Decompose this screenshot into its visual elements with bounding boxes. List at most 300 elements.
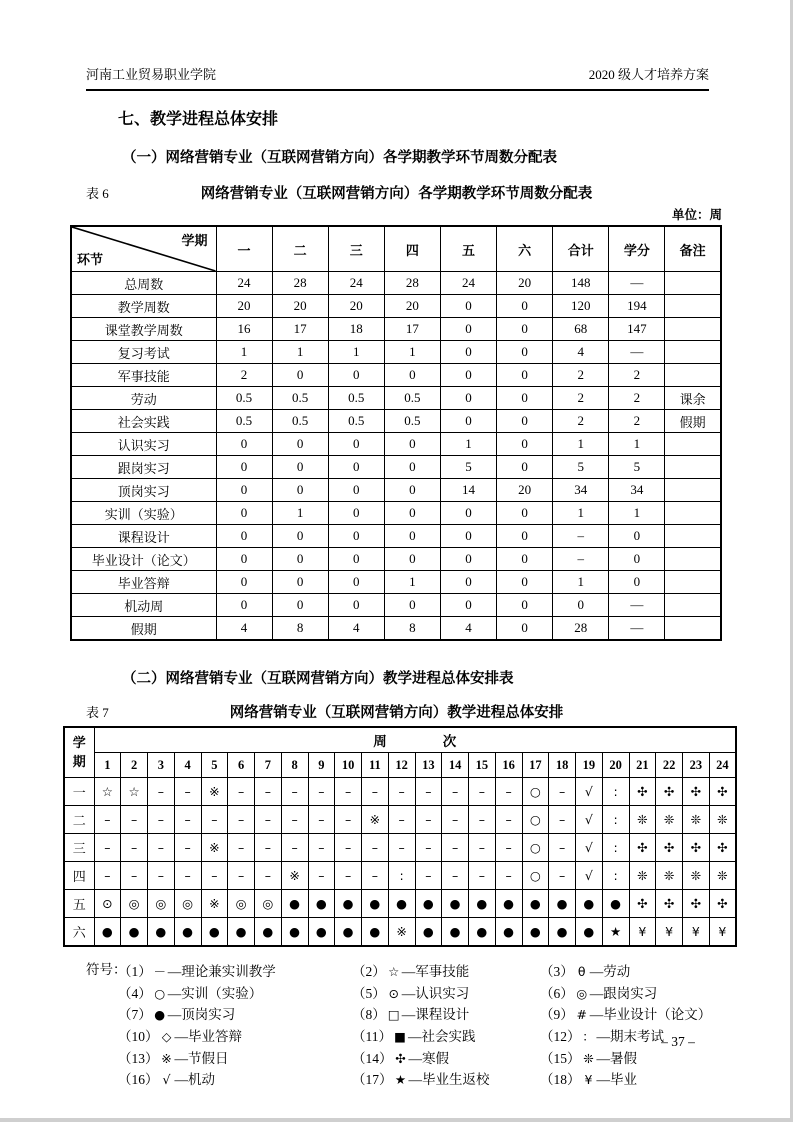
- legend-item: [540, 1003, 793, 1023]
- legend-item-number: （1）: [118, 963, 152, 979]
- table7-symbol-cell: –: [442, 778, 469, 806]
- symbol-legend: [86, 959, 793, 1089]
- table6-cell: 0: [497, 341, 553, 364]
- table7-week-number: 11: [362, 753, 389, 778]
- table6-cell: 18: [328, 318, 384, 341]
- table7-symbol-cell: –: [549, 862, 576, 890]
- table6-cell: 0: [272, 525, 328, 548]
- table6-row-name: 假期: [71, 617, 216, 641]
- table7-header-row1: [64, 727, 736, 753]
- table6-cell: 28: [384, 272, 440, 295]
- legend-symbol: #: [576, 1007, 587, 1023]
- table6-cell: 0.5: [328, 410, 384, 433]
- table6-cell: —: [609, 617, 665, 641]
- legend-symbol: ✣: [395, 1050, 406, 1066]
- table6-cell: 0: [272, 364, 328, 387]
- table6-cell: 0: [497, 594, 553, 617]
- table6-cell: 28: [272, 272, 328, 295]
- table6-cell: 24: [440, 272, 496, 295]
- table6-cell: 0: [497, 433, 553, 456]
- table6-cell: 0.5: [272, 387, 328, 410]
- table7-symbol-cell: ○: [522, 834, 549, 862]
- legend-item: [352, 1003, 540, 1023]
- table6-cell: 14: [440, 479, 496, 502]
- table7-symbol-cell: ●: [469, 918, 496, 947]
- table7-symbol-cell: ●: [335, 890, 362, 918]
- table6-cell: 0: [384, 364, 440, 387]
- table7-week-number: 12: [388, 753, 415, 778]
- table6-row: [71, 456, 721, 479]
- table7-symbol-cell: –: [308, 778, 335, 806]
- legend-item: [540, 1068, 793, 1088]
- legend-symbol: ⊙: [388, 985, 399, 1001]
- table7-symbol-cell: ●: [308, 890, 335, 918]
- table7-symbol-cell: –: [415, 862, 442, 890]
- table7-symbol-cell: –: [308, 862, 335, 890]
- table7-symbol-cell: ❊: [656, 806, 683, 834]
- table7-symbol-cell: ●: [522, 890, 549, 918]
- table7-symbol-cell: –: [335, 862, 362, 890]
- corner-label-semester: 学期: [181, 233, 208, 248]
- table7-label: 表 7: [86, 705, 109, 720]
- table7-symbol-cell: ✣: [709, 890, 736, 918]
- table7-symbol-cell: ✣: [656, 778, 683, 806]
- table6-cell: 1: [384, 341, 440, 364]
- table6-cell: [665, 295, 721, 318]
- table7-week-number: 4: [174, 753, 201, 778]
- table6-unit: 单位：周: [671, 208, 722, 222]
- table7-symbol-cell: –: [469, 834, 496, 862]
- table6-cell: –: [553, 548, 609, 571]
- table7-symbol-cell: ◎: [228, 890, 255, 918]
- table7-symbol-cell: –: [255, 834, 282, 862]
- table7-symbol-cell: –: [174, 778, 201, 806]
- table6-column-header: 备注: [665, 226, 721, 272]
- table6-cell: 8: [272, 617, 328, 641]
- table6-cell: 17: [272, 318, 328, 341]
- page-number: – 37 –: [661, 1034, 695, 1049]
- table7-symbol-cell: –: [469, 778, 496, 806]
- legend-item-label: —劳动: [589, 963, 631, 979]
- table6-cell: 0: [497, 571, 553, 594]
- table7-symbol-cell: ◎: [148, 890, 175, 918]
- table6-row: [71, 364, 721, 387]
- table6-cell: 0: [272, 548, 328, 571]
- table7-symbol-cell: –: [388, 806, 415, 834]
- table7-week-number: 19: [576, 753, 603, 778]
- legend-item-label: —暑假: [596, 1050, 637, 1066]
- table7-week-number: 3: [148, 753, 175, 778]
- legend-item-number: （18）: [540, 1072, 581, 1088]
- legend-item: [352, 982, 540, 1002]
- table7-week-number: 2: [121, 753, 148, 778]
- legend-item-number: （15）: [540, 1050, 581, 1066]
- legend-item-label: —期末考试: [596, 1028, 664, 1044]
- table6-cell: [665, 502, 721, 525]
- legend-symbol: ◇: [161, 1028, 172, 1044]
- header-plan-name: 2020 级人才培养方案: [588, 67, 709, 82]
- table7-symbol-cell: ☆: [94, 778, 121, 806]
- table7-symbol-cell: ✣: [656, 834, 683, 862]
- table6-cell: [665, 617, 721, 641]
- table6-cell: 34: [553, 479, 609, 502]
- table6-cell: 0: [328, 571, 384, 594]
- table7-symbol-cell: –: [228, 806, 255, 834]
- table7-symbol-cell: –: [255, 862, 282, 890]
- table6-cell: [665, 364, 721, 387]
- table7-symbol-cell: ●: [362, 918, 389, 947]
- table6-column-header: 三: [328, 226, 384, 272]
- table7-symbol-cell: ●: [415, 890, 442, 918]
- table6-cell: 28: [553, 617, 609, 641]
- table6-row: [71, 410, 721, 433]
- table7-symbol-cell: ¥: [629, 918, 656, 947]
- legend-grid: [118, 959, 793, 1089]
- table7-symbol-cell: –: [469, 806, 496, 834]
- table6-cell: 0: [272, 479, 328, 502]
- table7-symbol-cell: –: [148, 778, 175, 806]
- section-title: 七、教学进程总体安排: [118, 111, 279, 128]
- table6-cell: 0: [440, 364, 496, 387]
- table7-symbol-cell: ※: [201, 834, 228, 862]
- table7-symbol-cell: –: [442, 862, 469, 890]
- table6-cell: 2: [216, 364, 272, 387]
- table6-cell: 24: [216, 272, 272, 295]
- table7-symbol-cell: ✣: [683, 834, 710, 862]
- table6-row: [71, 525, 721, 548]
- legend-item-label: —毕业: [596, 1072, 637, 1088]
- table6-column-header: 五: [440, 226, 496, 272]
- table6-cell: 假期: [665, 410, 721, 433]
- table7-symbol-cell: ◎: [255, 890, 282, 918]
- table6-row-name: 机动周: [71, 594, 216, 617]
- table6-cell: 0: [384, 525, 440, 548]
- table7-symbol-cell: –: [495, 834, 522, 862]
- table6-cell: 17: [384, 318, 440, 341]
- table6-row: [71, 617, 721, 641]
- table7-symbol-cell: –: [335, 834, 362, 862]
- table7-symbol-cell: ¥: [656, 918, 683, 947]
- legend-item-label: —认识实习: [401, 985, 470, 1001]
- table7-symbol-cell: ○: [522, 778, 549, 806]
- table6-cell: 0.5: [216, 387, 272, 410]
- table6-cell: 1: [553, 571, 609, 594]
- table7-symbol-cell: –: [495, 806, 522, 834]
- table7-symbol-cell: –: [228, 778, 255, 806]
- table7-symbol-cell: ●: [362, 890, 389, 918]
- table7-symbol-cell: ✣: [683, 890, 710, 918]
- table6-cell: 1: [272, 502, 328, 525]
- table7-symbol-cell: –: [148, 862, 175, 890]
- legend-item-label: —机动: [174, 1072, 215, 1088]
- table6-cell: 0: [328, 548, 384, 571]
- legend-item-label: —理论兼实训教学: [167, 963, 276, 979]
- table7-symbol-cell: –: [308, 806, 335, 834]
- table6-cell: –: [553, 525, 609, 548]
- table7-symbol-cell: ●: [602, 890, 629, 918]
- table6-cell: 1: [553, 433, 609, 456]
- table6-cell: 0: [328, 525, 384, 548]
- legend-symbol: ※: [161, 1050, 172, 1066]
- table7-symbol-cell: ✣: [683, 778, 710, 806]
- table7-symbol-cell: ※: [201, 778, 228, 806]
- legend-item-label: —社会实践: [408, 1028, 476, 1044]
- table7-week-number: 10: [335, 753, 362, 778]
- legend-symbol: ☆: [388, 963, 400, 979]
- table7-symbol-cell: ●: [121, 918, 148, 947]
- table6-week-allocation: [70, 225, 722, 641]
- table6-cell: 0: [609, 525, 665, 548]
- legend-prefix: 符号：: [86, 962, 127, 977]
- table7-row: [64, 890, 736, 918]
- table6-cell: [665, 456, 721, 479]
- table7-symbol-cell: ☆: [121, 778, 148, 806]
- legend-item: [352, 1068, 540, 1088]
- table7-symbol-cell: ○: [522, 862, 549, 890]
- table6-row-name: 顶岗实习: [71, 479, 216, 502]
- table7-symbol-cell: ✣: [629, 778, 656, 806]
- table7-symbol-cell: ✣: [709, 778, 736, 806]
- table6-cell: 0: [216, 571, 272, 594]
- table6-row-name: 军事技能: [71, 364, 216, 387]
- table7-semester-label: 二: [64, 806, 94, 834]
- table6-row: [71, 295, 721, 318]
- legend-item-label: —跟岗实习: [589, 985, 658, 1001]
- legend-item-label: —课程设计: [401, 1007, 470, 1023]
- table7-week-number: 6: [228, 753, 255, 778]
- table7-symbol-cell: –: [94, 834, 121, 862]
- table6-header-row: [71, 226, 721, 272]
- table6-cell: 2: [553, 387, 609, 410]
- legend-symbol: ◎: [576, 985, 588, 1001]
- table7-symbol-cell: :: [602, 806, 629, 834]
- table6-label: 表 6: [86, 186, 109, 201]
- table7-week-number: 14: [442, 753, 469, 778]
- table7-symbol-cell: –: [415, 834, 442, 862]
- table6-row-name: 复习考试: [71, 341, 216, 364]
- table6-column-header: 二: [272, 226, 328, 272]
- table7-symbol-cell: ●: [148, 918, 175, 947]
- legend-item-label: —顶岗实习: [167, 1007, 236, 1023]
- table7-symbol-cell: ⊙: [94, 890, 121, 918]
- table6-row: [71, 318, 721, 341]
- table7-symbol-cell: ❊: [709, 806, 736, 834]
- table6-cell: 20: [497, 479, 553, 502]
- table7-symbol-cell: ❊: [656, 862, 683, 890]
- table6-cell: [665, 525, 721, 548]
- table7-caption-row: [0, 701, 793, 721]
- table6-cell: 0: [497, 295, 553, 318]
- table6-cell: [665, 272, 721, 295]
- table7-symbol-cell: ●: [576, 890, 603, 918]
- table6-column-header: 学分: [609, 226, 665, 272]
- table6-row: [71, 502, 721, 525]
- table7-symbol-cell: –: [549, 806, 576, 834]
- table6-cell: 20: [216, 295, 272, 318]
- table6-cell: 0: [328, 594, 384, 617]
- table7-schedule: [63, 726, 737, 947]
- table6-cell: 0: [216, 525, 272, 548]
- table7-symbol-cell: ¥: [683, 918, 710, 947]
- table6-cell: [665, 318, 721, 341]
- table6-row: [71, 479, 721, 502]
- table7-symbol-cell: –: [362, 834, 389, 862]
- table7-week-number: 13: [415, 753, 442, 778]
- table6-cell: 0: [384, 433, 440, 456]
- table6-row: [71, 433, 721, 456]
- table6-row: [71, 341, 721, 364]
- table6-cell: 0: [497, 617, 553, 641]
- table7-week-number: 22: [656, 753, 683, 778]
- table6-body: [71, 272, 721, 641]
- table7-symbol-cell: –: [281, 834, 308, 862]
- table7-symbol-cell: –: [121, 806, 148, 834]
- table7-symbol-cell: ●: [442, 918, 469, 947]
- table7-symbol-cell: ●: [281, 918, 308, 947]
- table7-symbol-cell: –: [174, 834, 201, 862]
- legend-item-number: （12）: [540, 1028, 581, 1044]
- legend-item-number: （10）: [118, 1028, 159, 1044]
- table6-row: [71, 548, 721, 571]
- legend-item-number: （16）: [118, 1072, 159, 1088]
- table6-cell: 1: [272, 341, 328, 364]
- table7-symbol-cell: –: [255, 806, 282, 834]
- table7-symbol-cell: ※: [201, 890, 228, 918]
- legend-symbol: ❊: [583, 1050, 594, 1066]
- table6-cell: 课余: [665, 387, 721, 410]
- table6-cell: [665, 433, 721, 456]
- header-school-name: 河南工业贸易职业学院: [86, 67, 217, 82]
- table6-cell: —: [609, 594, 665, 617]
- table6-row-name: 毕业设计（论文）: [71, 548, 216, 571]
- table7-symbol-cell: ●: [415, 918, 442, 947]
- table6-cell: 4: [216, 617, 272, 641]
- table7-symbol-cell: –: [94, 862, 121, 890]
- table6-cell: 0: [216, 594, 272, 617]
- table7-week-number: 24: [709, 753, 736, 778]
- subsection2-title: （二）网络营销专业（互联网营销方向）教学进程总体安排表: [122, 671, 514, 687]
- table6-cell: 0: [440, 502, 496, 525]
- legend-item-number: （8）: [352, 1007, 386, 1023]
- table6-cell: 1: [384, 571, 440, 594]
- table7-symbol-cell: ●: [255, 918, 282, 947]
- table7-symbol-cell: –: [174, 862, 201, 890]
- legend-item: [118, 1068, 352, 1088]
- table7-row: [64, 862, 736, 890]
- table6-cell: 1: [216, 341, 272, 364]
- table6-cell: 0: [553, 594, 609, 617]
- table7-row: [64, 806, 736, 834]
- table6-cell: 1: [328, 341, 384, 364]
- table7-symbol-cell: ❊: [709, 862, 736, 890]
- table7-symbol-cell: ●: [174, 918, 201, 947]
- table6-cell: 0: [497, 410, 553, 433]
- table6-cell: —: [609, 341, 665, 364]
- table6-cell: 0: [497, 387, 553, 410]
- table6-cell: 0: [497, 456, 553, 479]
- table7-week-number: 18: [549, 753, 576, 778]
- table7-symbol-cell: ●: [335, 918, 362, 947]
- table7-symbol-cell: ●: [576, 918, 603, 947]
- table6-cell: 20: [328, 295, 384, 318]
- legend-symbol: ：: [582, 1028, 595, 1044]
- legend-item-number: （9）: [540, 1007, 574, 1023]
- table6-row: [71, 387, 721, 410]
- table6-cell: 0: [497, 548, 553, 571]
- table6-cell: 0: [609, 571, 665, 594]
- legend-item-number: （13）: [118, 1050, 159, 1066]
- table7-semester-label: 三: [64, 834, 94, 862]
- table7-semester-label: 四: [64, 862, 94, 890]
- table7-semester-header: 学期: [64, 727, 94, 778]
- legend-symbol: □: [387, 1007, 400, 1023]
- table7-week-number: 20: [602, 753, 629, 778]
- table6-cell: 0: [497, 318, 553, 341]
- legend-item-label: —寒假: [408, 1050, 449, 1066]
- table7-symbol-cell: ●: [549, 890, 576, 918]
- table7-symbol-cell: –: [281, 778, 308, 806]
- table6-row-name: 课堂教学周数: [71, 318, 216, 341]
- table6-cell: 0: [497, 502, 553, 525]
- legend-item-number: （3）: [540, 963, 574, 979]
- table6-cell: 1: [609, 433, 665, 456]
- legend-symbol: ○: [154, 985, 166, 1001]
- table6-cell: 5: [553, 456, 609, 479]
- table7-week-number: 5: [201, 753, 228, 778]
- table7-symbol-cell: –: [94, 806, 121, 834]
- table6-cell: 0: [216, 502, 272, 525]
- table7-semester-label: 六: [64, 918, 94, 947]
- legend-item: [540, 960, 793, 980]
- table7-symbol-cell: –: [495, 778, 522, 806]
- table6-row-name: 教学周数: [71, 295, 216, 318]
- table7-symbol-cell: ●: [228, 918, 255, 947]
- table6-cell: 5: [609, 456, 665, 479]
- table7-symbol-cell: –: [335, 806, 362, 834]
- table7-semester-label: 一: [64, 778, 94, 806]
- table7-symbol-cell: –: [415, 806, 442, 834]
- table6-row-name: 劳动: [71, 387, 216, 410]
- table6-caption-row: [0, 182, 793, 202]
- table7-symbol-cell: √: [576, 806, 603, 834]
- table6-cell: 0: [440, 525, 496, 548]
- legend-item: [118, 1003, 352, 1023]
- table7-symbol-cell: –: [228, 834, 255, 862]
- table6-cell: 0: [440, 594, 496, 617]
- table6-title: 网络营销专业（互联网营销方向）各学期教学环节周数分配表: [200, 186, 593, 202]
- table7-symbol-cell: –: [201, 862, 228, 890]
- table7-week-number: 8: [281, 753, 308, 778]
- table7-symbol-cell: –: [201, 806, 228, 834]
- legend-symbol: ■: [394, 1028, 406, 1044]
- table6-cell: 0: [384, 456, 440, 479]
- table6-cell: 194: [609, 295, 665, 318]
- table6-row: [71, 272, 721, 295]
- table6-cell: 4: [553, 341, 609, 364]
- subsection1-title: （一）网络营销专业（互联网营销方向）各学期教学环节周数分配表: [122, 150, 557, 166]
- table6-cell: 0: [272, 571, 328, 594]
- table7-symbol-cell: ❊: [629, 862, 656, 890]
- table6-cell: 20: [497, 272, 553, 295]
- table6-cell: [665, 341, 721, 364]
- table6-cell: 148: [553, 272, 609, 295]
- table7-symbol-cell: –: [281, 806, 308, 834]
- table6-cell: 2: [553, 410, 609, 433]
- table6-cell: 0: [497, 364, 553, 387]
- legend-item-label: —毕业设计（论文）: [589, 1007, 712, 1023]
- table7-title: 网络营销专业（互联网营销方向）教学进程总体安排: [229, 705, 564, 721]
- legend-symbol: √: [162, 1072, 171, 1088]
